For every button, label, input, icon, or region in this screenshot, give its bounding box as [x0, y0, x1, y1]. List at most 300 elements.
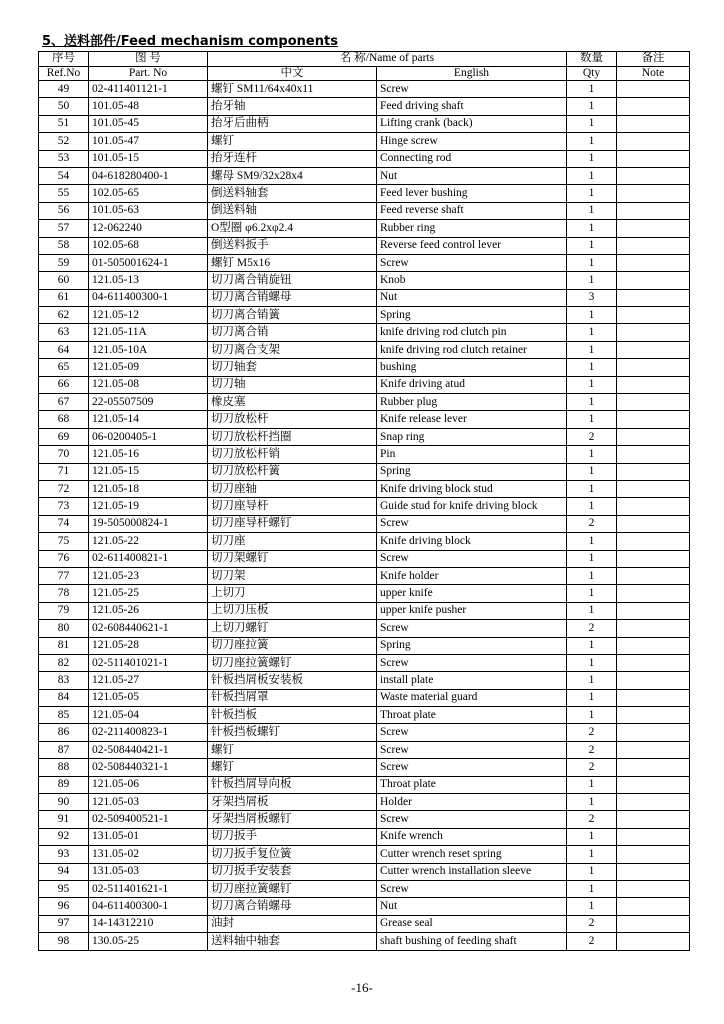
- part-no-cell: 121.05-14: [89, 411, 208, 428]
- name-en-cell: upper knife: [377, 585, 567, 602]
- part-no-cell: 04-611400300-1: [89, 289, 208, 306]
- name-cn-cell: 送料轴中轴套: [208, 933, 377, 950]
- ref-no-cell: 59: [39, 254, 89, 271]
- ref-no-cell: 60: [39, 272, 89, 289]
- part-no-cell: 02-511401021-1: [89, 654, 208, 671]
- qty-cell: 1: [567, 776, 617, 793]
- part-no-cell: 131.05-02: [89, 846, 208, 863]
- qty-cell: 1: [567, 411, 617, 428]
- name-en-cell: Connecting rod: [377, 150, 567, 167]
- note-cell: [617, 776, 690, 793]
- name-cn-cell: 切刀离合支架: [208, 341, 377, 358]
- name-en-cell: upper knife pusher: [377, 602, 567, 619]
- name-en-cell: Spring: [377, 637, 567, 654]
- name-en-cell: Knob: [377, 272, 567, 289]
- header-note-cn: 备注: [617, 52, 690, 67]
- qty-cell: 1: [567, 115, 617, 132]
- name-en-cell: Screw: [377, 254, 567, 271]
- note-cell: [617, 81, 690, 98]
- name-en-cell: Screw: [377, 759, 567, 776]
- name-cn-cell: 切刀离合销旋钮: [208, 272, 377, 289]
- table-row: [39, 307, 690, 324]
- name-cn-cell: 切刀扳手安装套: [208, 863, 377, 880]
- qty-cell: 2: [567, 620, 617, 637]
- name-cn-cell: 切刀放松杆销: [208, 446, 377, 463]
- part-no-cell: 102.05-65: [89, 185, 208, 202]
- table-row: [39, 585, 690, 602]
- table-row: [39, 428, 690, 445]
- name-en-cell: Nut: [377, 289, 567, 306]
- name-en-cell: bushing: [377, 359, 567, 376]
- note-cell: [617, 428, 690, 445]
- table-row: [39, 898, 690, 915]
- part-no-cell: 04-611400300-1: [89, 898, 208, 915]
- note-cell: [617, 602, 690, 619]
- name-cn-cell: 抬牙轴: [208, 98, 377, 115]
- part-no-cell: 02-411401121-1: [89, 81, 208, 98]
- part-no-cell: 101.05-45: [89, 115, 208, 132]
- note-cell: [617, 289, 690, 306]
- note-cell: [617, 898, 690, 915]
- table-row: [39, 480, 690, 497]
- note-cell: [617, 411, 690, 428]
- name-cn-cell: 切刀放松杆簧: [208, 463, 377, 480]
- note-cell: [617, 759, 690, 776]
- note-cell: [617, 167, 690, 184]
- table-row: [39, 115, 690, 132]
- part-no-cell: 02-511401621-1: [89, 880, 208, 897]
- note-cell: [617, 550, 690, 567]
- part-no-cell: 121.05-05: [89, 689, 208, 706]
- part-no-cell: 01-505001624-1: [89, 254, 208, 271]
- note-cell: [617, 272, 690, 289]
- part-no-cell: 02-608440621-1: [89, 620, 208, 637]
- name-cn-cell: 针板挡屑罩: [208, 689, 377, 706]
- name-cn-cell: 切刀离合销螺母: [208, 289, 377, 306]
- note-cell: [617, 672, 690, 689]
- qty-cell: 1: [567, 898, 617, 915]
- part-no-cell: 22-05507509: [89, 394, 208, 411]
- note-cell: [617, 654, 690, 671]
- note-cell: [617, 185, 690, 202]
- part-no-cell: 121.05-27: [89, 672, 208, 689]
- header-name: 名 称/Name of parts: [208, 52, 567, 67]
- ref-no-cell: 54: [39, 167, 89, 184]
- name-en-cell: knife driving rod clutch retainer: [377, 341, 567, 358]
- name-en-cell: Knife driving block: [377, 533, 567, 550]
- note-cell: [617, 567, 690, 584]
- name-en-cell: Screw: [377, 880, 567, 897]
- part-no-cell: 121.05-26: [89, 602, 208, 619]
- ref-no-cell: 64: [39, 341, 89, 358]
- ref-no-cell: 86: [39, 724, 89, 741]
- note-cell: [617, 307, 690, 324]
- name-cn-cell: 抬牙连杆: [208, 150, 377, 167]
- part-no-cell: 121.05-22: [89, 533, 208, 550]
- name-en-cell: Screw: [377, 515, 567, 532]
- name-cn-cell: 牙架挡屑板螺钉: [208, 811, 377, 828]
- name-cn-cell: 抬牙后曲柄: [208, 115, 377, 132]
- part-no-cell: 19-505000824-1: [89, 515, 208, 532]
- name-cn-cell: 切刀座拉簧螺钉: [208, 654, 377, 671]
- part-no-cell: 102.05-68: [89, 237, 208, 254]
- name-en-cell: Knife holder: [377, 567, 567, 584]
- part-no-cell: 121.05-16: [89, 446, 208, 463]
- ref-no-cell: 79: [39, 602, 89, 619]
- ref-no-cell: 91: [39, 811, 89, 828]
- name-cn-cell: 螺钉: [208, 741, 377, 758]
- name-cn-cell: O型圈 φ6.2xφ2.4: [208, 220, 377, 237]
- name-cn-cell: 螺钉 SM11/64x40x11: [208, 81, 377, 98]
- name-cn-cell: 切刀座导杆: [208, 498, 377, 515]
- note-cell: [617, 724, 690, 741]
- name-cn-cell: 针板挡板螺钉: [208, 724, 377, 741]
- name-en-cell: Nut: [377, 167, 567, 184]
- note-cell: [617, 237, 690, 254]
- table-row: [39, 237, 690, 254]
- name-en-cell: Waste material guard: [377, 689, 567, 706]
- qty-cell: 1: [567, 376, 617, 393]
- ref-no-cell: 85: [39, 707, 89, 724]
- table-row: [39, 689, 690, 706]
- ref-no-cell: 50: [39, 98, 89, 115]
- part-no-cell: 02-211400823-1: [89, 724, 208, 741]
- qty-cell: 1: [567, 324, 617, 341]
- ref-no-cell: 68: [39, 411, 89, 428]
- qty-cell: 1: [567, 237, 617, 254]
- note-cell: [617, 933, 690, 950]
- ref-no-cell: 80: [39, 620, 89, 637]
- ref-no-cell: 57: [39, 220, 89, 237]
- qty-cell: 1: [567, 202, 617, 219]
- name-cn-cell: 针板挡屑板安装板: [208, 672, 377, 689]
- part-no-cell: 101.05-15: [89, 150, 208, 167]
- ref-no-cell: 89: [39, 776, 89, 793]
- name-en-cell: Throat plate: [377, 776, 567, 793]
- note-cell: [617, 498, 690, 515]
- ref-no-cell: 65: [39, 359, 89, 376]
- name-en-cell: Screw: [377, 81, 567, 98]
- part-no-cell: 12-062240: [89, 220, 208, 237]
- part-no-cell: 121.05-10A: [89, 341, 208, 358]
- qty-cell: 1: [567, 272, 617, 289]
- part-no-cell: 02-508440421-1: [89, 741, 208, 758]
- name-cn-cell: 切刀座: [208, 533, 377, 550]
- ref-no-cell: 71: [39, 463, 89, 480]
- qty-cell: 1: [567, 254, 617, 271]
- note-cell: [617, 359, 690, 376]
- table-row: [39, 828, 690, 845]
- table-row: [39, 776, 690, 793]
- table-row: [39, 602, 690, 619]
- note-cell: [617, 115, 690, 132]
- ref-no-cell: 52: [39, 133, 89, 150]
- note-cell: [617, 846, 690, 863]
- ref-no-cell: 96: [39, 898, 89, 915]
- ref-no-cell: 72: [39, 480, 89, 497]
- table-row: [39, 550, 690, 567]
- ref-no-cell: 88: [39, 759, 89, 776]
- table-row: [39, 915, 690, 932]
- note-cell: [617, 689, 690, 706]
- note-cell: [617, 515, 690, 532]
- name-cn-cell: 橡皮塞: [208, 394, 377, 411]
- table-row: [39, 133, 690, 150]
- part-no-cell: 121.05-09: [89, 359, 208, 376]
- note-cell: [617, 463, 690, 480]
- part-no-cell: 02-508440321-1: [89, 759, 208, 776]
- part-no-cell: 121.05-08: [89, 376, 208, 393]
- header-qty-en: Qty: [567, 66, 617, 81]
- name-en-cell: knife driving rod clutch pin: [377, 324, 567, 341]
- ref-no-cell: 92: [39, 828, 89, 845]
- part-no-cell: 121.05-11A: [89, 324, 208, 341]
- part-no-cell: 02-611400821-1: [89, 550, 208, 567]
- table-row: [39, 376, 690, 393]
- table-row: [39, 324, 690, 341]
- name-cn-cell: 切刀架螺钉: [208, 550, 377, 567]
- name-en-cell: Cutter wrench installation sleeve: [377, 863, 567, 880]
- part-no-cell: 121.05-19: [89, 498, 208, 515]
- note-cell: [617, 220, 690, 237]
- qty-cell: 2: [567, 915, 617, 932]
- table-row: [39, 933, 690, 950]
- ref-no-cell: 53: [39, 150, 89, 167]
- qty-cell: 2: [567, 741, 617, 758]
- name-en-cell: Nut: [377, 898, 567, 915]
- name-en-cell: Throat plate: [377, 707, 567, 724]
- name-en-cell: Reverse feed control lever: [377, 237, 567, 254]
- qty-cell: 1: [567, 707, 617, 724]
- part-no-cell: 121.05-03: [89, 794, 208, 811]
- qty-cell: 1: [567, 637, 617, 654]
- name-cn-cell: 切刀离合销螺母: [208, 898, 377, 915]
- name-cn-cell: 切刀座导杆螺钉: [208, 515, 377, 532]
- part-no-cell: 121.05-13: [89, 272, 208, 289]
- note-cell: [617, 915, 690, 932]
- qty-cell: 1: [567, 567, 617, 584]
- table-row: [39, 794, 690, 811]
- note-cell: [617, 394, 690, 411]
- name-cn-cell: 针板挡屑导向板: [208, 776, 377, 793]
- note-cell: [617, 741, 690, 758]
- table-row: [39, 880, 690, 897]
- qty-cell: 1: [567, 341, 617, 358]
- qty-cell: 1: [567, 463, 617, 480]
- qty-cell: 1: [567, 585, 617, 602]
- part-no-cell: 02-509400521-1: [89, 811, 208, 828]
- note-cell: [617, 480, 690, 497]
- header-name-en: English: [377, 66, 567, 81]
- table-row: [39, 202, 690, 219]
- ref-no-cell: 69: [39, 428, 89, 445]
- table-row: [39, 167, 690, 184]
- name-cn-cell: 螺母 SM9/32x28x4: [208, 167, 377, 184]
- name-en-cell: Spring: [377, 463, 567, 480]
- ref-no-cell: 87: [39, 741, 89, 758]
- table-row: [39, 741, 690, 758]
- table-row: [39, 863, 690, 880]
- qty-cell: 1: [567, 533, 617, 550]
- table-row: [39, 359, 690, 376]
- name-cn-cell: 切刀放松杆: [208, 411, 377, 428]
- note-cell: [617, 446, 690, 463]
- name-cn-cell: 切刀轴: [208, 376, 377, 393]
- name-cn-cell: 切刀轴套: [208, 359, 377, 376]
- table-row: [39, 811, 690, 828]
- name-en-cell: Screw: [377, 654, 567, 671]
- table-row: [39, 446, 690, 463]
- name-en-cell: Screw: [377, 741, 567, 758]
- note-cell: [617, 324, 690, 341]
- ref-no-cell: 62: [39, 307, 89, 324]
- name-cn-cell: 切刀扳手复位簧: [208, 846, 377, 863]
- name-en-cell: Rubber ring: [377, 220, 567, 237]
- qty-cell: 1: [567, 689, 617, 706]
- name-en-cell: Feed reverse shaft: [377, 202, 567, 219]
- ref-no-cell: 63: [39, 324, 89, 341]
- qty-cell: 1: [567, 98, 617, 115]
- table-row: [39, 411, 690, 428]
- name-en-cell: install plate: [377, 672, 567, 689]
- table-row: [39, 498, 690, 515]
- name-cn-cell: 牙架挡屑板: [208, 794, 377, 811]
- part-no-cell: 121.05-28: [89, 637, 208, 654]
- table-row: [39, 150, 690, 167]
- qty-cell: 1: [567, 863, 617, 880]
- table-row: [39, 620, 690, 637]
- note-cell: [617, 794, 690, 811]
- name-en-cell: Screw: [377, 550, 567, 567]
- part-no-cell: 131.05-01: [89, 828, 208, 845]
- ref-no-cell: 78: [39, 585, 89, 602]
- table-row: [39, 463, 690, 480]
- name-cn-cell: 切刀扳手: [208, 828, 377, 845]
- name-en-cell: Cutter wrench reset spring: [377, 846, 567, 863]
- qty-cell: 1: [567, 672, 617, 689]
- ref-no-cell: 82: [39, 654, 89, 671]
- note-cell: [617, 863, 690, 880]
- table-row: [39, 341, 690, 358]
- qty-cell: 1: [567, 498, 617, 515]
- ref-no-cell: 55: [39, 185, 89, 202]
- name-en-cell: Screw: [377, 811, 567, 828]
- part-no-cell: 121.05-04: [89, 707, 208, 724]
- qty-cell: 1: [567, 480, 617, 497]
- name-cn-cell: 上切刀: [208, 585, 377, 602]
- name-en-cell: Spring: [377, 307, 567, 324]
- note-cell: [617, 376, 690, 393]
- part-no-cell: 121.05-25: [89, 585, 208, 602]
- note-cell: [617, 133, 690, 150]
- qty-cell: 1: [567, 359, 617, 376]
- name-cn-cell: 针板挡板: [208, 707, 377, 724]
- name-cn-cell: 切刀座拉簧: [208, 637, 377, 654]
- table-row: [39, 272, 690, 289]
- qty-cell: 1: [567, 446, 617, 463]
- table-row: [39, 567, 690, 584]
- ref-no-cell: 93: [39, 846, 89, 863]
- name-en-cell: Pin: [377, 446, 567, 463]
- table-row: [39, 637, 690, 654]
- name-en-cell: Feed lever bushing: [377, 185, 567, 202]
- name-cn-cell: 切刀放松杆挡圈: [208, 428, 377, 445]
- qty-cell: 1: [567, 550, 617, 567]
- table-row: [39, 724, 690, 741]
- name-cn-cell: 上切刀螺钉: [208, 620, 377, 637]
- name-en-cell: Guide stud for knife driving block: [377, 498, 567, 515]
- note-cell: [617, 707, 690, 724]
- name-en-cell: Knife wrench: [377, 828, 567, 845]
- name-cn-cell: 倒送料扳手: [208, 237, 377, 254]
- page-number: -16-: [351, 980, 373, 995]
- note-cell: [617, 637, 690, 654]
- header-note-en: Note: [617, 66, 690, 81]
- ref-no-cell: 84: [39, 689, 89, 706]
- header-part-en: Part. No: [89, 66, 208, 81]
- part-no-cell: 121.05-18: [89, 480, 208, 497]
- note-cell: [617, 811, 690, 828]
- name-cn-cell: 螺钉: [208, 133, 377, 150]
- qty-cell: 2: [567, 724, 617, 741]
- qty-cell: 1: [567, 307, 617, 324]
- name-cn-cell: 螺钉: [208, 759, 377, 776]
- name-cn-cell: 倒送料轴: [208, 202, 377, 219]
- note-cell: [617, 341, 690, 358]
- qty-cell: 1: [567, 394, 617, 411]
- part-no-cell: 121.05-12: [89, 307, 208, 324]
- ref-no-cell: 67: [39, 394, 89, 411]
- name-en-cell: Hinge screw: [377, 133, 567, 150]
- table-row: [39, 394, 690, 411]
- ref-no-cell: 56: [39, 202, 89, 219]
- name-cn-cell: 螺钉 M5x16: [208, 254, 377, 271]
- qty-cell: 2: [567, 428, 617, 445]
- table-row: [39, 654, 690, 671]
- header-part-cn: 图 号: [89, 52, 208, 67]
- header-seq-en: Ref.No: [39, 66, 89, 81]
- table-row: [39, 707, 690, 724]
- qty-cell: 1: [567, 150, 617, 167]
- qty-cell: 1: [567, 794, 617, 811]
- table-row: [39, 672, 690, 689]
- ref-no-cell: 73: [39, 498, 89, 515]
- name-cn-cell: 切刀座拉簧螺钉: [208, 880, 377, 897]
- part-no-cell: 101.05-47: [89, 133, 208, 150]
- qty-cell: 1: [567, 880, 617, 897]
- name-en-cell: Snap ring: [377, 428, 567, 445]
- name-en-cell: Feed driving shaft: [377, 98, 567, 115]
- table-row: [39, 289, 690, 306]
- name-cn-cell: 油封: [208, 915, 377, 932]
- part-no-cell: 131.05-03: [89, 863, 208, 880]
- table-row: [39, 185, 690, 202]
- part-no-cell: 121.05-23: [89, 567, 208, 584]
- ref-no-cell: 75: [39, 533, 89, 550]
- name-en-cell: Screw: [377, 620, 567, 637]
- ref-no-cell: 51: [39, 115, 89, 132]
- note-cell: [617, 585, 690, 602]
- note-cell: [617, 254, 690, 271]
- note-cell: [617, 828, 690, 845]
- note-cell: [617, 533, 690, 550]
- header-qty-cn: 数量: [567, 52, 617, 67]
- qty-cell: 2: [567, 759, 617, 776]
- part-no-cell: 121.05-15: [89, 463, 208, 480]
- header-name-cn: 中文: [208, 66, 377, 81]
- note-cell: [617, 880, 690, 897]
- qty-cell: 1: [567, 846, 617, 863]
